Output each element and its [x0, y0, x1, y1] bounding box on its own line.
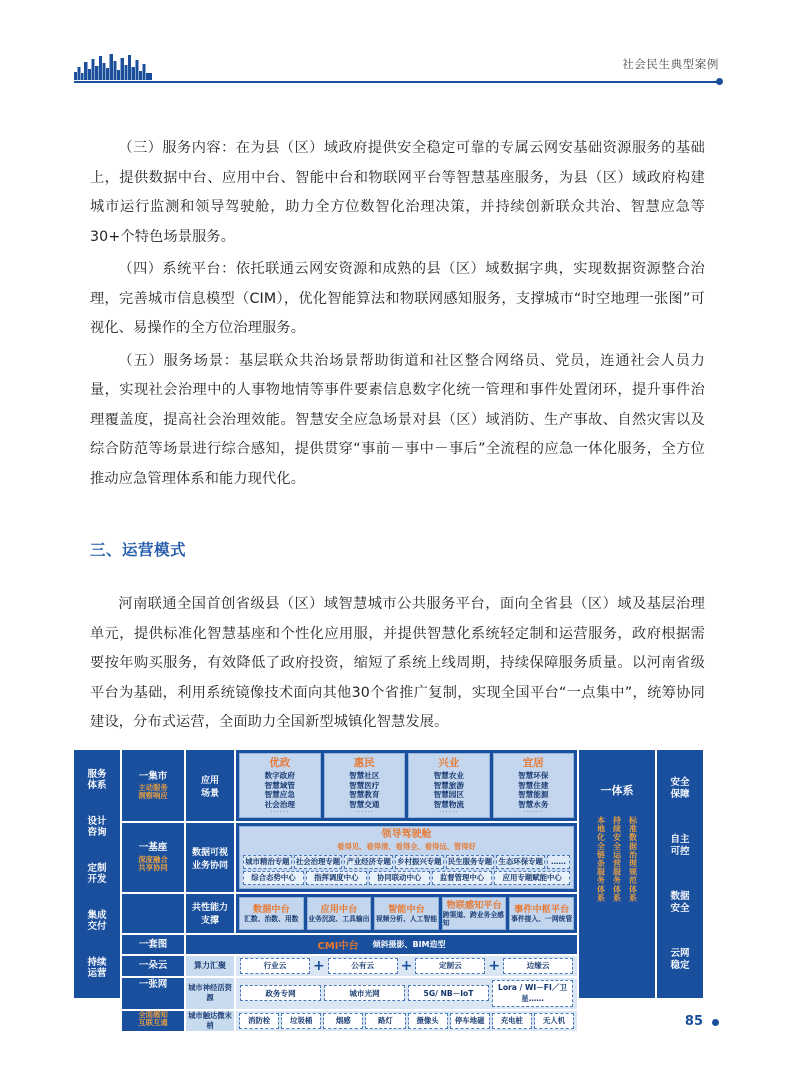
cockpit-title: 领导驾驶舱 [381, 829, 432, 841]
diagram-left-column [74, 750, 120, 998]
ability-sub-0: 汇数、治数、用数 [244, 914, 299, 923]
scenario-item-2-2: 智慧园区 [433, 790, 464, 800]
pillar-one-city-title: 一集市 [138, 770, 168, 782]
sensor-chip-7: 无人机 [534, 1013, 574, 1029]
page-footer [0, 1014, 793, 1044]
row-label-common-ability: 共性能力 支撑 [186, 894, 234, 933]
network-chip-2: 5G/ NB－IoT [408, 985, 489, 1001]
system-vertical-2: 本地化全链条服务体系 [596, 816, 606, 902]
cockpit-center-1: 指挥调度中心 [306, 871, 367, 885]
row-label-compute: 算力汇聚 [186, 956, 234, 976]
section-title-operating-model: 三、运营模式 [90, 541, 187, 559]
ability-head-1: 应用中台 [320, 903, 358, 915]
cockpit-subtitle: 看得见、看得清、看得全、看得远、管得好 [337, 842, 476, 852]
pillar-one-cloud [122, 956, 184, 976]
scenario-card-2 [408, 753, 490, 818]
right-label-3: 云网 稳定 [670, 948, 690, 971]
left-label-0: 服务 体系 [87, 768, 107, 791]
scenario-more-2: ······ [439, 808, 459, 817]
ability-card-2 [374, 897, 439, 930]
pillar-one-cloud-title: 一朵云 [138, 960, 168, 972]
scenario-head-3: 宜居 [522, 757, 544, 769]
pillar-spacer-base [122, 894, 184, 933]
right-label-1: 自主 可控 [670, 834, 690, 857]
ability-card-4 [509, 897, 574, 930]
cockpit-center-0: 综合态势中心 [243, 871, 304, 885]
scenario-head-2: 兴业 [438, 757, 460, 769]
scenario-item-1-3: 智慧交通 [349, 799, 380, 809]
cockpit-center-2: 协同联动中心 [369, 871, 430, 885]
diagram-right-column [657, 750, 703, 998]
diagram-row-ability [122, 894, 577, 933]
pillar-one-map [122, 935, 184, 954]
network-panel [236, 978, 577, 1009]
sensor-chip-1: 垃圾桶 [281, 1013, 321, 1029]
row-label-data-visual: 数据可视 业务协同 [186, 823, 234, 892]
sensor-chip-0: 消防栓 [239, 1013, 279, 1029]
cim-title: CMI中台 [317, 940, 359, 952]
scenario-card-1 [324, 753, 406, 818]
ability-head-4: 事件中枢平台 [514, 903, 570, 915]
paragraph-system-platform: （四）系统平台：依托联通云网安资源和成熟的县（区）域数据字典，实现数据资源整合治理，完善城市信息模型（CIM），优化智能算法和物联网感知服务，支撑城市“时空地理一张图”可视化、易操作的全方位治理服务。 [90, 261, 705, 336]
pillar-one-base-sub: 深度融合 共享协同 [138, 854, 168, 873]
diagram-row-map [122, 935, 577, 954]
sensor-chip-2: 烟感 [323, 1013, 363, 1029]
scenario-item-2-3: 智慧物流 [433, 799, 464, 809]
footer-dot [712, 1019, 719, 1026]
left-label-2: 定制 开发 [87, 862, 107, 885]
system-vertical-0: 标准数据治理规范体系 [628, 816, 638, 902]
pillar-one-net [122, 978, 184, 1009]
header-title: 社会民生典型案例 [622, 57, 719, 71]
left-label-4: 持续 运营 [87, 957, 107, 980]
cloud-chip-1: 公有云 [328, 958, 398, 974]
cockpit-topic-5: 生态环保专题 [496, 855, 545, 869]
cloud-panel [236, 956, 577, 976]
cloud-chip-0: 行业云 [240, 958, 310, 974]
row-label-city-nerve: 城市神经活资源 [186, 978, 234, 1009]
scenario-item-0-1: 智慧域管 [264, 780, 295, 790]
diagram-row-base [122, 823, 577, 892]
pillar-one-city-sub: 主动服务 洞察响应 [138, 783, 168, 801]
scenario-item-0-3: 社会治理 [264, 799, 295, 809]
cockpit-topic-6: …… [547, 855, 570, 869]
ability-head-3: 物联感知平台 [446, 899, 502, 911]
scenario-item-2-0: 智慧农业 [433, 771, 464, 780]
cockpit-topic-2: 产业经济专题 [344, 855, 393, 869]
sensor-chip-6: 充电桩 [492, 1013, 532, 1029]
cockpit-centers-row [243, 871, 570, 885]
diagram-middle [122, 750, 577, 1030]
header-rule [74, 81, 719, 83]
sensor-chip-5: 停车地磁 [450, 1013, 490, 1029]
pillar-one-net-title: 一张网 [138, 978, 168, 990]
ability-head-2: 智能中台 [388, 903, 425, 915]
right-label-0: 安全 保障 [670, 777, 690, 800]
network-chip-0: 政务专网 [240, 985, 321, 1001]
document-content [90, 134, 705, 741]
scenario-card-0 [239, 753, 321, 818]
ability-panel [236, 894, 577, 933]
system-vertical-1: 持续安全运营服务体系 [612, 816, 622, 902]
cloud-chip-2: 定制云 [415, 958, 485, 974]
cockpit-topics-row [243, 855, 570, 869]
row-label-application-scene: 应用 场景 [186, 750, 234, 821]
cloud-chip-3: 边缘云 [503, 958, 573, 974]
pillar-one-base [122, 823, 184, 892]
scenario-head-1: 惠民 [353, 757, 375, 769]
network-chip-1: 城市光网 [324, 985, 405, 1001]
paragraph-operating-model: 河南联通全国首创省级县（区）域智慧城市公共服务平台，面向全省县（区）域及基层治理单元，提供标准化智慧基座和个性化应用服，并提供智慧化系统轻定制和运营服务，政府根据需要按年购买服务，有效降低了政府投资，缩短了系统上线周期，持续保障服务质量。以河南省级平台为基础，利用系统镜像技术面向其他30个省推广复制，实现全国平台“一点集中”，统筹协同建设，分布式运营，全面助力全国新型城镇化智慧发展。 [90, 596, 705, 730]
plus-icon-2: + [488, 957, 501, 974]
diagram-system-column [579, 750, 655, 998]
paragraph-service-scene: （五）服务场景：基层联众共治场景帮助街道和社区整合网络员、党员，连通社会人员力量，实现社会治理中的人事物地情等事件要素信息数字化统一管理和事件处置闭环，提升事件治理覆盖度，提高社会治理效能。智慧安全应急场景对县（区）域消防、生产事故、自然灾害以及综合防范等场景进行综合感知，提供贯穿“事前－事中－事后”全流程的应急一体化服务，全方位推动应急管理体系和能力现代化。 [90, 352, 705, 487]
plus-icon-1: + [400, 957, 413, 974]
scenario-item-2-1: 智慧旅游 [433, 780, 464, 790]
scenario-item-3-3: 智慧水务 [518, 799, 549, 809]
system-verticals [596, 816, 639, 902]
sensor-chip-4: 摄像头 [408, 1013, 448, 1029]
diagram-row-cloud [122, 956, 577, 976]
cockpit-topic-0: 城市精治专题 [243, 855, 292, 869]
ability-head-0: 数据中台 [252, 903, 290, 915]
ability-sub-3: 跨渠道、跨业务全感知 [442, 910, 504, 927]
page-header [0, 0, 793, 104]
cim-sub: 倾斜摄影、BIM造型 [372, 939, 446, 949]
system-column-title: 一体系 [600, 784, 634, 797]
diagram-row-network [122, 978, 577, 1009]
scenario-item-3-0: 智慧环保 [518, 771, 549, 780]
ability-card-3 [442, 897, 507, 930]
ability-sub-2: 视频分析、人工智能 [375, 914, 438, 923]
ability-sub-4: 事件接入、一网统管 [511, 914, 573, 923]
scenario-item-1-0: 智慧社区 [349, 771, 380, 780]
pillar-one-city [122, 750, 184, 821]
scenario-item-0-0: 数字政府 [264, 771, 295, 780]
scenario-more-0: ······ [270, 808, 290, 817]
scenario-head-0: 优政 [269, 757, 291, 769]
diagram-row-application [122, 750, 577, 821]
city-skyline-icon [74, 53, 152, 80]
cockpit-card [239, 826, 574, 889]
scenario-more-3: ······ [523, 808, 543, 817]
left-label-3: 集成 交付 [87, 910, 107, 933]
ability-card-1 [307, 897, 372, 930]
scenario-card-3 [493, 753, 575, 818]
scenario-panel [236, 750, 577, 821]
page-number: 85 [684, 1014, 703, 1029]
left-label-1: 设计 咨询 [87, 815, 107, 838]
header-end-dot [716, 78, 723, 85]
cockpit-topic-4: 民生服务专题 [446, 855, 495, 869]
cim-bar [186, 935, 577, 954]
pillar-one-net-sub-text: 全面感知 互联互通 [138, 1009, 168, 1028]
paragraph-service-content: （三）服务内容：在为县（区）域政府提供安全稳定可靠的专属云网安基础资源服务的基础上，提供数据中台、应用中台、智能中台和物联网平台等智慧基座服务，为县（区）域政府构建城市运行监测和领导驾驶舱，助力全方位数智化治理决策，并持续创新联众共治、智慧应急等30+个特色场景服务。 [90, 140, 705, 245]
right-label-2: 数据 安全 [670, 891, 690, 914]
scenario-item-3-1: 智慧住建 [518, 780, 549, 790]
cockpit-topic-3: 乡村振兴专题 [395, 855, 444, 869]
row-label-city-touch: 城市触达微末梢 [186, 1011, 234, 1031]
scenario-item-1-1: 智慧医疗 [349, 780, 380, 790]
ability-card-0 [239, 897, 304, 930]
scenario-more-1: ······ [354, 808, 374, 817]
pillar-one-base-title: 一基座 [138, 842, 168, 854]
pillar-one-map-title: 一套图 [138, 938, 168, 950]
cockpit-center-3: 监督管理中心 [432, 871, 493, 885]
ability-sub-1: 业务沉淀、工具输出 [308, 914, 370, 923]
plus-icon-0: + [312, 957, 325, 974]
scenario-item-0-2: 智慧应急 [264, 790, 295, 800]
scenario-item-3-2: 智慧能源 [518, 790, 549, 800]
cockpit-center-4: 应用专题赋能中心 [494, 871, 570, 885]
scenario-item-1-2: 智慧教育 [349, 790, 380, 800]
sensor-chip-3: 路灯 [365, 1013, 405, 1029]
cockpit-topic-1: 社会治理专题 [294, 855, 343, 869]
cockpit-panel [236, 823, 577, 892]
network-chip-3: Lora / WI－FI／卫星…… [492, 980, 573, 1007]
